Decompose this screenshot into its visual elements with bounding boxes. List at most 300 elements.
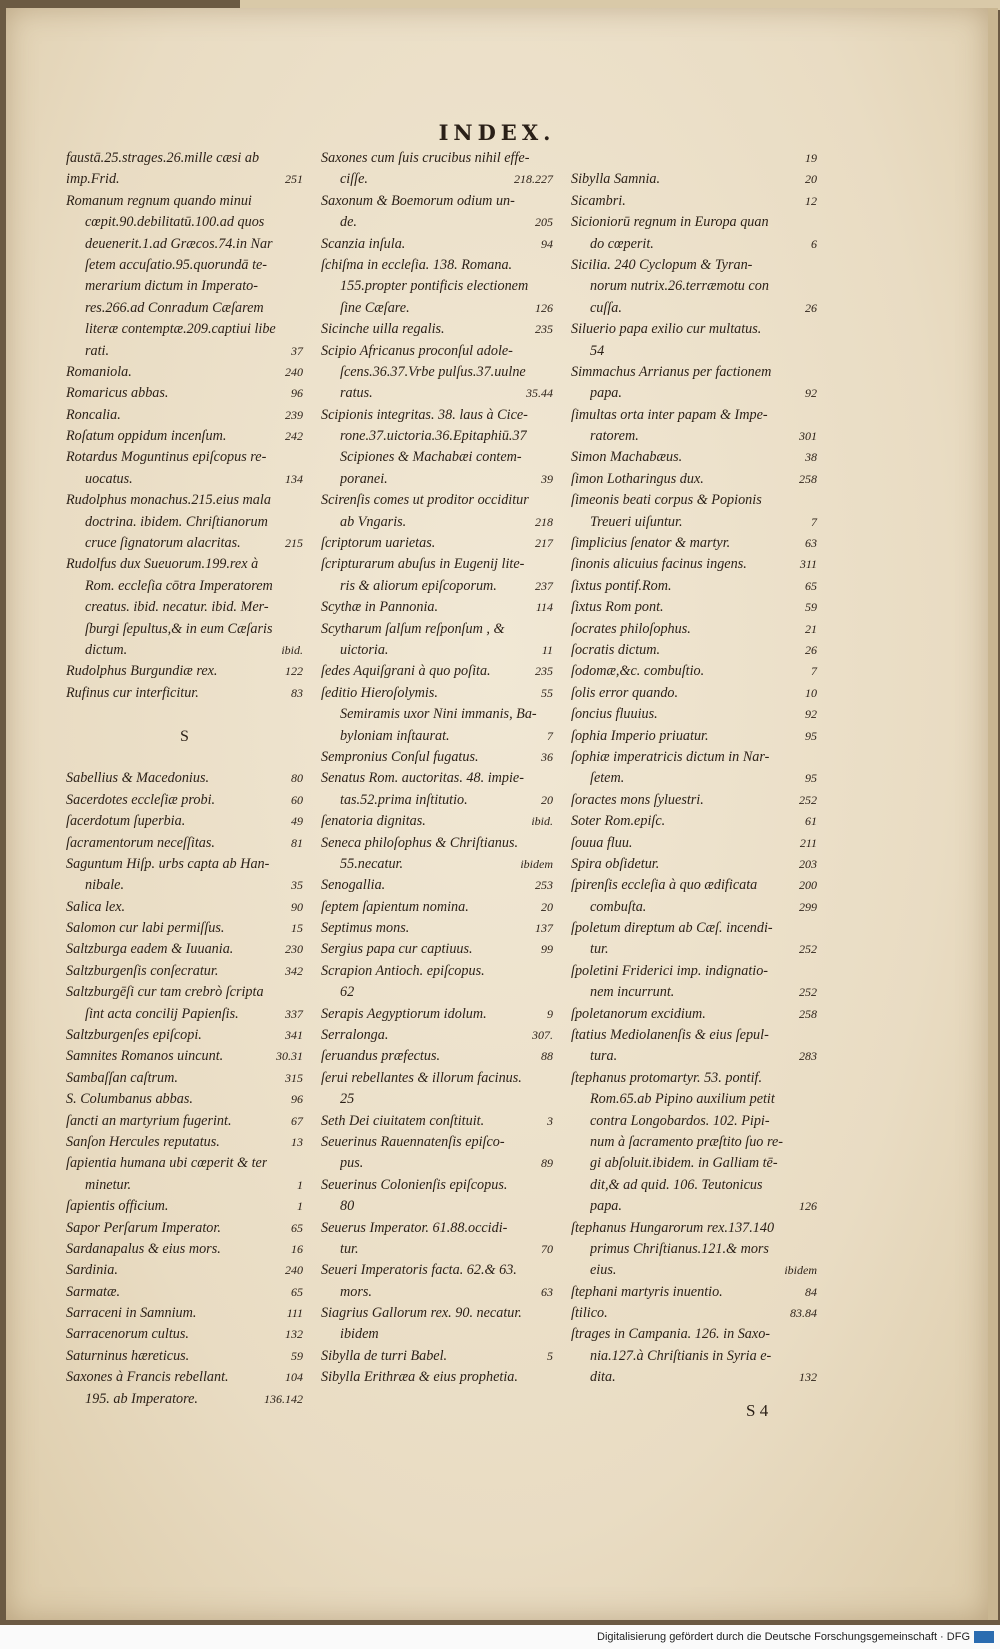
entry-text: Sardanapalus & eius mors. [66,1240,221,1257]
index-column-2 [321,148,553,1389]
entry-text: Serapis Aegyptiorum idolum. [321,1005,487,1022]
index-entry-line [321,554,553,575]
index-entry-line [66,683,303,704]
entry-text: ſenatoria dignitas. [321,813,426,830]
entry-text: res.266.ad Conradum Cæſarem [85,299,264,316]
index-entry-line [321,469,553,490]
entry-text: Rudolphus monachus.215.eius mala [66,492,271,509]
entry-page-number: 9 [547,1006,553,1021]
entry-text: ſimon Lotharingus dux. [571,470,704,487]
index-entry-line [321,833,553,854]
index-entry-line [66,747,303,768]
index-entry-line [571,554,817,575]
entry-text: S [180,727,189,745]
entry-page-number: 65 [291,1284,303,1299]
entry-page-number: 126 [799,1199,817,1214]
entry-page-number: 1 [297,1177,303,1192]
entry-text: ſetem. [590,770,625,787]
entry-text: primus Chriſtianus.121.& mors [590,1240,769,1257]
entry-text: ſtephanus Hungarorum rex.137.140 [571,1219,775,1236]
index-entry-line [321,1111,553,1132]
index-entry-line [66,640,303,661]
entry-text: rone.37.uictoria.36.Epitaphiū.37 [340,428,527,445]
entry-page-number: 35.44 [526,386,553,401]
entry-page-number: 7 [811,664,817,679]
index-entry-line [66,961,303,982]
index-entry-line [571,1132,817,1153]
index-entry-line [66,597,303,618]
entry-page-number: 99 [541,942,553,957]
entry-text: Scipiones & Machabæi contem- [340,449,522,466]
index-entry-line [571,576,817,597]
entry-text: Scipionis integritas. 38. laus à Cice- [321,406,528,423]
entry-text: ciſſe. [340,171,368,188]
index-entry-line [321,1196,553,1217]
entry-page-number: 30.31 [276,1049,303,1064]
entry-page-number: 242 [285,429,303,444]
index-entry-line [66,768,303,789]
entry-text: dita. [590,1369,616,1386]
index-entry-line [571,597,817,618]
index-entry-line [571,405,817,426]
entry-text: Sicilia. 240 Cyclopum & Tyran- [571,256,753,273]
entry-text: deuenerit.1.ad Græcos.74.in Nar [85,235,273,252]
entry-text: dictum. [85,641,128,658]
entry-text: gi abſoluit.ibidem. in Galliam tē- [590,1155,778,1172]
index-entry-line [66,341,303,362]
index-entry-line [321,1089,553,1110]
index-entry-line [571,148,817,169]
index-entry-line [321,490,553,511]
entry-page-number: 126 [535,300,553,315]
index-entry-line [321,1324,553,1345]
entry-text: S. Columbanus abbas. [66,1091,193,1108]
entry-text: Salomon cur labi permiſſus. [66,920,225,937]
index-entry-line [321,191,553,212]
entry-page-number: 218 [535,514,553,529]
entry-text: merarium dictum in Imperato- [85,278,258,295]
index-entry-line [571,961,817,982]
entry-page-number: 137 [535,921,553,936]
entry-text: ſapientis officium. [66,1198,169,1215]
entry-text: tur. [590,941,609,958]
entry-text: ſodomæ,&c. combuſtio. [571,663,705,680]
index-entry-line [571,490,817,511]
entry-text: 54 [590,342,605,359]
entry-text: byloniam inſtaurat. [340,727,450,744]
entry-page-number: 39 [541,471,553,486]
index-entry-line [66,939,303,960]
entry-text: Saltzburgenſes epiſcopi. [66,1027,202,1044]
entry-text: ſtephanus protomartyr. 53. pontif. [571,1069,763,1086]
entry-page-number: 96 [291,386,303,401]
index-entry-line [66,918,303,939]
entry-text: 55.necatur. [340,855,404,872]
index-entry-line [571,1025,817,1046]
entry-page-number: 104 [285,1370,303,1385]
index-entry-line [321,1068,553,1089]
entry-page-number: 215 [285,536,303,551]
entry-text: ab Vngaris. [340,513,407,530]
entry-page-number: 81 [291,835,303,850]
index-entry-line [66,1346,303,1367]
entry-text: Sabellius & Macedonius. [66,770,210,787]
entry-text: nia.127.à Chriſtianis in Syria e- [590,1347,772,1364]
entry-page-number: 80 [291,771,303,786]
index-entry-line [66,255,303,276]
entry-text: ſixtus pontif.Rom. [571,577,672,594]
entry-page-number: 59 [291,1348,303,1363]
entry-text: ſtilico. [571,1305,608,1322]
entry-page-number: 13 [291,1134,303,1149]
entry-page-number: 92 [805,707,817,722]
entry-text: Scytharum ſalſum reſponſum , & [321,620,505,637]
index-entry-line [571,298,817,319]
entry-text: ſimeonis beati corpus & Popionis [571,492,762,509]
entry-text: uocatus. [85,470,133,487]
entry-text: ſeditio Hieroſolymis. [321,684,438,701]
index-entry-line [321,1218,553,1239]
entry-text: Saltzburgēſi cur tam crebrò ſcripta [66,984,264,1001]
entry-page-number: 111 [286,1306,303,1321]
entry-page-number: 307. [532,1028,553,1043]
entry-page-number: 114 [535,600,553,615]
entry-text: ſpoletum direptum ab Cæſ. incendi- [571,920,773,937]
index-entry-line [571,854,817,875]
entry-page-number: 299 [799,899,817,914]
index-entry-line [571,469,817,490]
entry-text: Seuerinus Colonienſis epiſcopus. [321,1176,508,1193]
index-entry-line [321,768,553,789]
index-entry-line [571,533,817,554]
entry-text: Scrapion Antioch. epiſcopus. [321,962,485,979]
index-entry-line [321,255,553,276]
entry-text: Sarracenorum cultus. [66,1326,189,1343]
entry-text: ſolis error quando. [571,684,679,701]
index-entry-line [321,148,553,169]
entry-page-number: 258 [799,1006,817,1021]
entry-text: Sempronius Conſul fugatus. [321,748,479,765]
entry-text: Romaniola. [66,363,132,380]
index-entry-line [571,726,817,747]
entry-text: nem incurrunt. [590,984,675,1001]
digitization-footer [0,1625,1000,1649]
entry-page-number: 240 [285,364,303,379]
index-entry-line [571,747,817,768]
index-entry-line [321,533,553,554]
entry-text: Simon Machabæus. [571,449,683,466]
entry-text: Sapor Perſarum Imperator. [66,1219,221,1236]
entry-page-number: 65 [805,578,817,593]
entry-text: ſint acta concilij Papienſis. [85,1005,239,1022]
index-entry-line [571,1068,817,1089]
index-entry-line [66,533,303,554]
index-entry-line [66,1218,303,1239]
entry-text: Roſatum oppidum incenſum. [66,428,227,445]
entry-text: ſixtus Rom pont. [571,599,664,616]
entry-text: Seth Dei ciuitatem conſtituit. [321,1112,485,1129]
entry-text: ſcripturarum abuſus in Eugenij lite- [321,556,525,573]
index-entry-line [571,918,817,939]
index-entry-line [66,212,303,233]
entry-text: ſimultas orta inter papam & Impe- [571,406,768,423]
entry-page-number: 63 [541,1284,553,1299]
index-entry-line [321,1132,553,1153]
index-entry-line [66,1153,303,1174]
entry-text: Siluerio papa exilio cur multatus. [571,321,762,338]
entry-page-number: 20 [541,899,553,914]
index-entry-line [321,726,553,747]
index-entry-line [66,1389,303,1410]
entry-text: ibidem [340,1326,379,1343]
index-entry-line [571,1282,817,1303]
index-entry-line [571,447,817,468]
entry-text: Saxones à Francis rebellant. [66,1369,229,1386]
entry-page-number: 95 [805,728,817,743]
index-entry-line [321,961,553,982]
entry-page-number: 230 [285,942,303,957]
index-entry-line [321,897,553,918]
index-entry-line [571,341,817,362]
entry-text: uictoria. [340,641,389,658]
entry-page-number: 251 [285,172,303,187]
entry-text: Seneca philoſophus & Chriſtianus. [321,834,519,851]
index-entry-line [66,811,303,832]
book-page [6,8,998,1620]
entry-text: cuſſa. [590,299,622,316]
index-entry-line [66,1239,303,1260]
entry-text: ſpoletanorum excidium. [571,1005,706,1022]
entry-text: faustā.25.strages.26.mille cæsi ab [66,150,260,166]
entry-text: Seuerus Imperator. 61.88.occidi- [321,1219,508,1236]
entry-text: tas.52.prima inſtitutio. [340,791,468,808]
index-entry-line [321,169,553,190]
index-entry-line [66,383,303,404]
entry-text: papa. [590,1198,622,1215]
index-entry-line [321,982,553,1003]
entry-page-number: 7 [811,514,817,529]
index-entry-line [321,1346,553,1367]
entry-page-number: 61 [805,814,817,829]
index-entry-line [321,426,553,447]
entry-page-number: 235 [535,664,553,679]
entry-page-number: 16 [291,1241,303,1256]
entry-page-number: ibid. [531,814,553,829]
entry-page-number: 83.84 [790,1306,817,1321]
entry-page-number: 136.142 [264,1391,303,1406]
entry-page-number: 19 [805,151,817,165]
index-column-1 [66,148,303,1410]
entry-text: Rufinus cur interficitur. [66,684,199,701]
index-entry-line [66,405,303,426]
entry-text: Serralonga. [321,1027,389,1044]
index-entry-line [571,875,817,896]
entry-page-number: 11 [541,642,553,657]
index-entry-line [66,512,303,533]
entry-page-number: 65 [291,1220,303,1235]
entry-text: Saxones cum ſuis crucibus nihil effe- [321,150,530,166]
index-entry-line [321,362,553,383]
index-entry-line [321,447,553,468]
index-entry-line [66,1196,303,1217]
index-entry-line [321,1367,553,1388]
signature-mark: S 4 [746,1401,769,1420]
index-entry-line [571,1346,817,1367]
index-entry-line [321,212,553,233]
entry-text: Scipio Africanus proconſul adole- [321,342,513,359]
entry-page-number: 83 [291,685,303,700]
index-entry-line [66,1111,303,1132]
index-entry-line [321,383,553,404]
entry-page-number: 6 [811,236,817,251]
entry-text: Roncalia. [66,406,121,423]
index-entry-line [571,512,817,533]
entry-text: Sibylla Samnia. [571,171,661,188]
entry-text: Saturninus hæreticus. [66,1347,190,1364]
entry-text: ſancti an martyrium fugerint. [66,1112,232,1129]
entry-text: dit,& ad quid. 106. Teutonicus [590,1176,763,1193]
index-entry-line [321,747,553,768]
entry-text: 25 [340,1091,355,1108]
entry-page-number: 5 [547,1348,553,1363]
entry-page-number: 20 [805,172,817,187]
index-entry-line [321,854,553,875]
entry-text: Rudolfus dux Sueuorum.199.rex à [66,556,259,573]
index-entry-line [66,875,303,896]
index-entry-line [321,939,553,960]
index-entry-line [66,298,303,319]
index-entry-line [571,790,817,811]
entry-text: ſapientia humana ubi cœperit & ter [66,1155,268,1172]
entry-text: ſtatius Mediolanenſis & eius ſepul- [571,1027,769,1044]
index-entry-line [66,661,303,682]
entry-page-number: 70 [541,1241,553,1256]
entry-text: Rotardus Moguntinus epiſcopus re- [66,449,267,466]
entry-page-number: 283 [799,1049,817,1064]
entry-text: ſine Cæſare. [340,299,410,316]
entry-page-number: 38 [805,450,817,465]
entry-page-number: 205 [535,215,553,230]
entry-page-number: 253 [535,878,553,893]
entry-text: imp.Frid. [66,171,120,188]
entry-page-number: 341 [285,1028,303,1043]
index-entry-line [66,319,303,340]
index-entry-line [321,319,553,340]
index-entry-line [66,1025,303,1046]
index-entry-line [571,426,817,447]
index-entry-line [321,683,553,704]
entry-text: Saxonum & Boemorum odium un- [321,192,515,209]
index-entry-line [571,383,817,404]
index-entry-line [571,811,817,832]
index-entry-line [321,1046,553,1067]
index-entry-line [66,1046,303,1067]
entry-text: ris & aliorum epiſcoporum. [340,577,497,594]
index-entry-line [571,1218,817,1239]
index-entry-line [321,1175,553,1196]
entry-page-number: 67 [291,1113,303,1128]
index-entry-line [571,982,817,1003]
entry-text: Rom. eccleſia cōtra Imperatorem [85,577,273,594]
index-entry-line [66,726,303,747]
index-entry-line [571,1046,817,1067]
entry-text: ſpirenſis eccleſia à quo ædificata [571,877,758,894]
index-entry-line [571,1175,817,1196]
index-entry-line [321,1153,553,1174]
index-entry-line [571,704,817,725]
entry-text: rati. [85,342,110,359]
entry-text: 62 [340,984,355,1001]
entry-text: cœpit.90.debilitatū.100.ad quos [85,214,265,231]
entry-page-number: 15 [291,921,303,936]
entry-text: Sanſon Hercules reputatus. [66,1133,220,1150]
entry-text: Spira obſidetur. [571,855,660,872]
entry-page-number: 7 [547,728,553,743]
entry-text: Saltzburgenſis conſecratur. [66,962,219,979]
index-entry-line [66,1367,303,1388]
entry-page-number: ibid. [281,642,303,657]
entry-text: pus. [340,1155,364,1172]
entry-page-number: 94 [541,236,553,251]
index-entry-line [66,1324,303,1345]
index-entry-line [66,1303,303,1324]
index-entry-line [321,405,553,426]
entry-text: tura. [590,1048,618,1065]
entry-page-number: 235 [535,322,553,337]
entry-text: ſinonis alicuius facinus ingens. [571,556,747,573]
entry-page-number: 59 [805,600,817,615]
index-entry-line [571,1196,817,1217]
index-entry-line [66,1132,303,1153]
index-entry-line [571,833,817,854]
entry-text: Scirenſis comes ut proditor occiditur [321,492,529,509]
entry-text: 195. ab Imperatore. [85,1390,198,1407]
entry-text: ſcriptorum uarietas. [321,535,436,552]
entry-text: ratorem. [590,428,639,445]
entry-page-number: 217 [535,536,553,551]
entry-text: Siagrius Gallorum rex. 90. necatur. [321,1305,522,1322]
index-entry-line [321,597,553,618]
entry-text: ſtrages in Campania. 126. in Saxo- [571,1326,771,1343]
entry-text: ſeruandus præfectus. [321,1048,441,1065]
index-entry-line [66,1175,303,1196]
entry-text: Senatus Rom. auctoritas. 48. impie- [321,770,524,787]
entry-page-number: 132 [285,1327,303,1342]
index-entry-line [321,790,553,811]
index-entry-line [321,1260,553,1281]
entry-page-number: 258 [799,471,817,486]
entry-text: Sibylla de turri Babel. [321,1347,448,1364]
entry-page-number: 132 [799,1370,817,1385]
entry-page-number: 252 [799,942,817,957]
index-entry-line [571,939,817,960]
entry-page-number: 36 [541,749,553,764]
entry-text: ſburgi ſepultus,& in eum Cæſaris [85,620,273,637]
index-entry-line [571,1153,817,1174]
index-entry-line [66,619,303,640]
index-entry-line [66,276,303,297]
entry-text: de. [340,214,357,231]
index-entry-line [66,447,303,468]
entry-text: Treueri uiſuntur. [590,513,683,530]
entry-page-number: 84 [805,1284,817,1299]
entry-page-number: 21 [805,621,817,636]
index-entry-line [321,276,553,297]
entry-text: Scythæ in Pannonia. [321,599,439,616]
entry-page-number: 211 [799,835,817,850]
index-entry-line [571,897,817,918]
entry-page-number: 252 [799,792,817,807]
